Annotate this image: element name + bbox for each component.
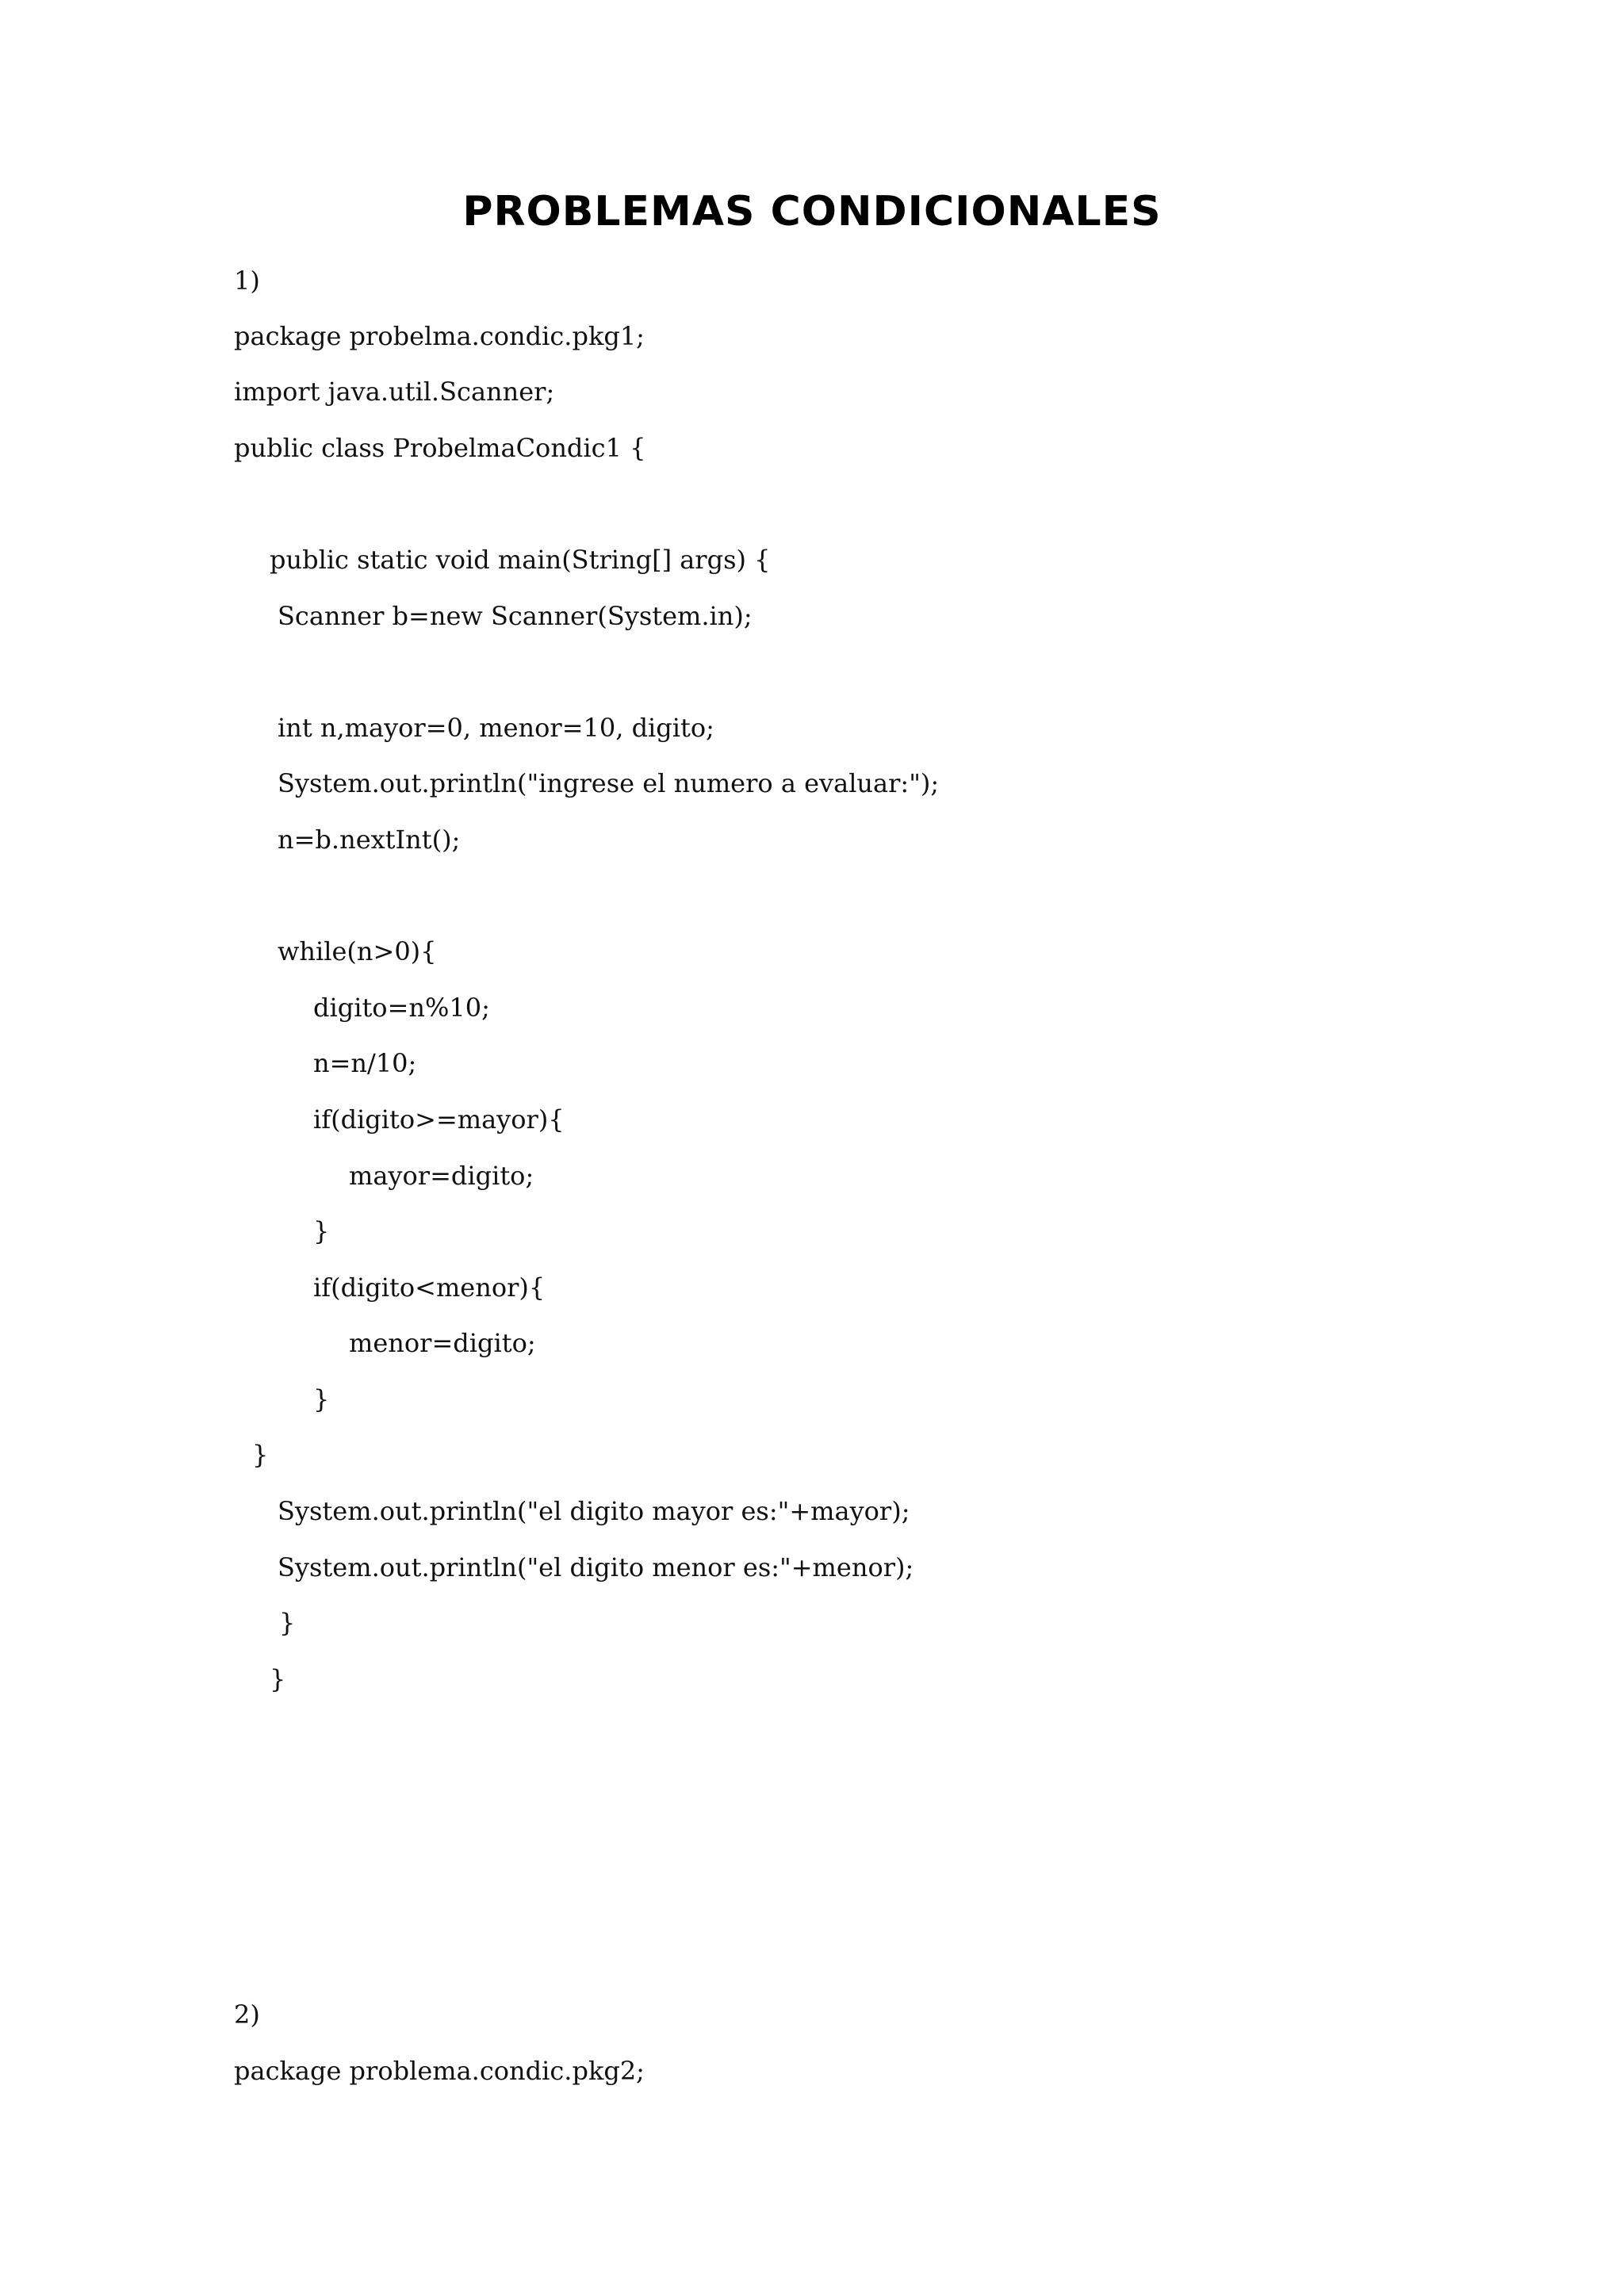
code-line: while(n>0){ bbox=[278, 936, 437, 966]
code-line: n=n/10; bbox=[313, 1048, 417, 1078]
code-line: menor=digito; bbox=[349, 1328, 536, 1358]
problem-number: 2) bbox=[234, 1999, 260, 2030]
code-line: System.out.println("ingrese el numero a evaluar:"); bbox=[278, 768, 940, 798]
code-line: mayor=digito; bbox=[349, 1161, 534, 1191]
code-line: Scanner b=new Scanner(System.in); bbox=[278, 601, 753, 631]
code-line: } bbox=[313, 1384, 330, 1414]
code-line: System.out.println("el digito menor es:"+menor); bbox=[278, 1552, 914, 1582]
code-line: } bbox=[270, 1664, 286, 1694]
code-line: } bbox=[252, 1440, 269, 1470]
code-line: digito=n%10; bbox=[313, 993, 490, 1023]
code-line: } bbox=[313, 1216, 330, 1246]
code-line: public static void main(String[] args) { bbox=[270, 545, 771, 575]
code-line: } bbox=[279, 1608, 296, 1638]
page-title: PROBLEMAS CONDICIONALES bbox=[462, 188, 1162, 235]
code-line: if(digito>=mayor){ bbox=[313, 1104, 565, 1135]
code-line: int n,mayor=0, menor=10, digito; bbox=[278, 713, 714, 743]
code-line: if(digito<menor){ bbox=[313, 1272, 546, 1303]
code-line: n=b.nextInt(); bbox=[278, 825, 461, 855]
code-line: package probelma.condic.pkg1; bbox=[234, 321, 645, 351]
code-line: package problema.condic.pkg2; bbox=[234, 2056, 645, 2086]
problem-number: 1) bbox=[234, 266, 260, 296]
code-line: import java.util.Scanner; bbox=[234, 377, 555, 407]
code-line: System.out.println("el digito mayor es:"+mayor); bbox=[278, 1496, 910, 1526]
code-line: public class ProbelmaCondic1 { bbox=[234, 433, 646, 463]
